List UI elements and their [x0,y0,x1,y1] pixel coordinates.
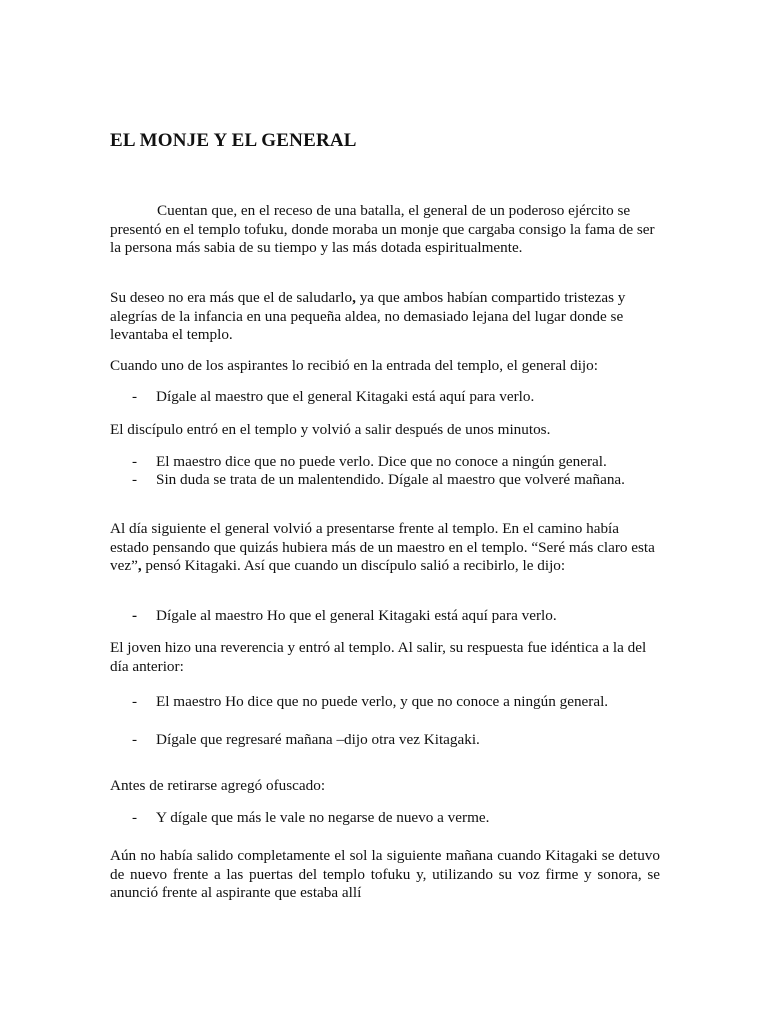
paragraph-deseo [110,289,660,345]
paragraph-dia-siguiente-end: pensó Kitagaki. Así que cuando un discípulo salió a recibirlo, le dijo: [141,557,566,574]
paragraph-reverencia: El joven hizo una reverencia y entró al templo. Al salir, su respuesta fue idéntica a la del día anterior: [110,639,647,675]
page-title: EL MONJE Y EL GENERAL [110,130,357,151]
dialogue-item [110,809,660,828]
dialogue-text: Y dígale que más le vale no negarse de nuevo a verme. [156,809,490,826]
dialogue-item [110,388,660,407]
dash-marker: - [132,453,138,470]
paragraph-intro: Cuentan que, en el receso de una batalla, el general de un poderoso ejército se presentó en el templo tofuku, donde moraba un monje que cargaba consigo la fama de ser la persona más sabia de su tiempo y las más dotada espiritualmente. [110,202,655,256]
dialogue-text: Dígale al maestro Ho que el general Kitagaki está aquí para verlo. [156,607,557,624]
dash-marker: - [132,731,138,748]
paragraph-dia-siguiente [110,520,660,576]
paragraph-deseo-start: Su deseo no era más que el de saludarlo [110,289,353,306]
dash-marker: - [132,693,138,710]
dialogue-text: El maestro dice que no puede verlo. Dice que no conoce a ningún general. [156,453,607,470]
dialogue-text: Dígale al maestro que el general Kitagaki está aquí para verlo. [156,388,535,405]
dialogue-item [110,607,660,626]
dash-marker: - [132,388,138,405]
dialogue-item [110,693,660,712]
dialogue-item [110,453,660,472]
paragraph-dia-siguiente-start: Al día siguiente el general volvió a presentarse frente al templo. En el camino había estado pensando que quizás hubiera más de un maestro en el templo. “Seré más claro esta vez” [110,520,655,574]
paragraph-aspirante: Cuando uno de los aspirantes lo recibió en la entrada del templo, el general dijo: [110,357,598,374]
dialogue-item [110,731,660,750]
dash-marker: - [132,471,138,488]
dash-marker: - [132,809,138,826]
dash-marker: - [132,607,138,624]
dialogue-item [110,471,660,490]
bold-comma: , [352,289,356,306]
dialogue-text: Dígale que regresaré mañana –dijo otra vez Kitagaki. [156,731,480,748]
dialogue-text: Sin duda se trata de un malentendido. Dígale al maestro que volveré mañana. [156,471,625,488]
paragraph-deseo-end: ya que ambos habían compartido tristezas y alegrías de la infancia en una pequeña aldea, no demasiado lejana del lugar donde se levantaba el templo. [110,289,626,343]
paragraph-discipulo: El discípulo entró en el templo y volvió a salir después de unos minutos. [110,421,551,438]
paragraph-retirarse: Antes de retirarse agregó ofuscado: [110,777,326,794]
paragraph-amanecer: Aún no había salido completamente el sol la siguiente mañana cuando Kitagaki se detuvo de nuevo frente a las puertas del templo tofuku y, utilizando su voz firme y sonora, se anunció frente al aspirante que estaba allí [110,847,660,901]
bold-comma: , [137,557,142,574]
dialogue-text: El maestro Ho dice que no puede verlo, y que no conoce a ningún general. [156,693,609,710]
